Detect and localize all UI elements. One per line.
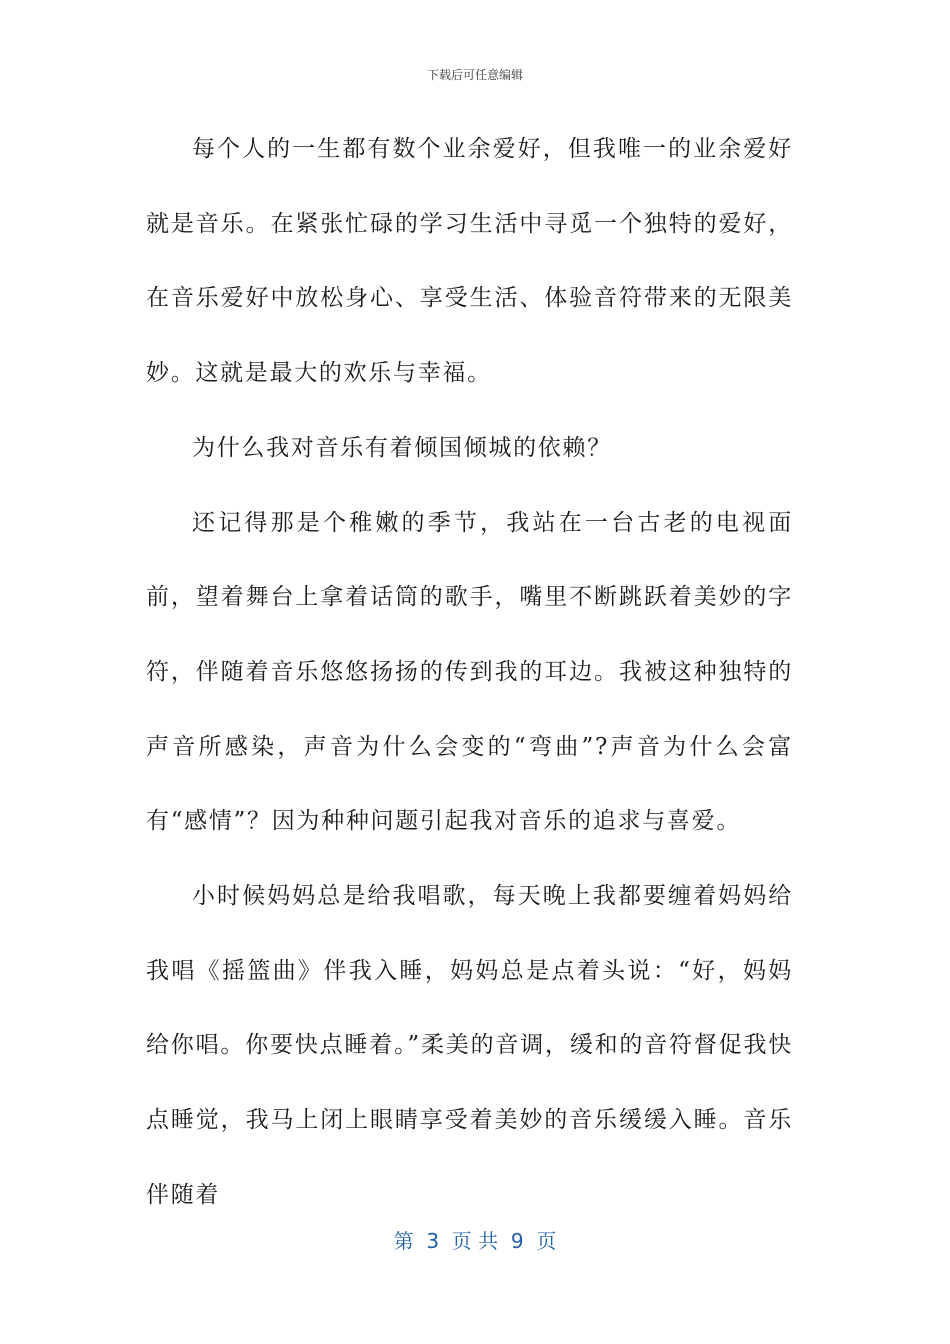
paragraph-3: 还记得那是个稚嫩的季节，我站在一台古老的电视面前，望着舞台上拿着话筒的歌手，嘴里不断跳跃着美妙的字符，伴随着音乐悠悠扬扬的传到我的耳边。我被这种独特的声音所感染，声音为什么会变的“弯曲”?声音为什么会富有“感情”？因为种种问题引起我对音乐的追求与喜爱。 — [146, 509, 793, 835]
paragraph-4: 小时候妈妈总是给我唱歌，每天晚上我都要缠着妈妈给我唱《摇篮曲》伴我入睡，妈妈总是点着头说：“好，妈妈给你唱。你要快点睡着。”柔美的音调，缓和的音符督促我快点睡觉，我马上闭上眼睛享受着美妙的音乐缓缓入睡。音乐伴随着 — [146, 883, 793, 1208]
paragraph-2: 为什么我对音乐有着倾国倾城的依赖？ — [192, 434, 612, 461]
paragraph-1: 每个人的一生都有数个业余爱好，但我唯一的业余爱好就是音乐。在紧张忙碌的学习生活中寻觅一个独特的爱好，在音乐爱好中放松身心、享受生活、体验音符带来的无限美妙。这就是最大的欢乐与幸福。 — [146, 136, 793, 387]
page-number-footer: 第 3 页 共 9 页 — [393, 1229, 557, 1253]
page-header: 下载后可任意编辑 — [426, 68, 523, 82]
document-body — [146, 112, 793, 1233]
